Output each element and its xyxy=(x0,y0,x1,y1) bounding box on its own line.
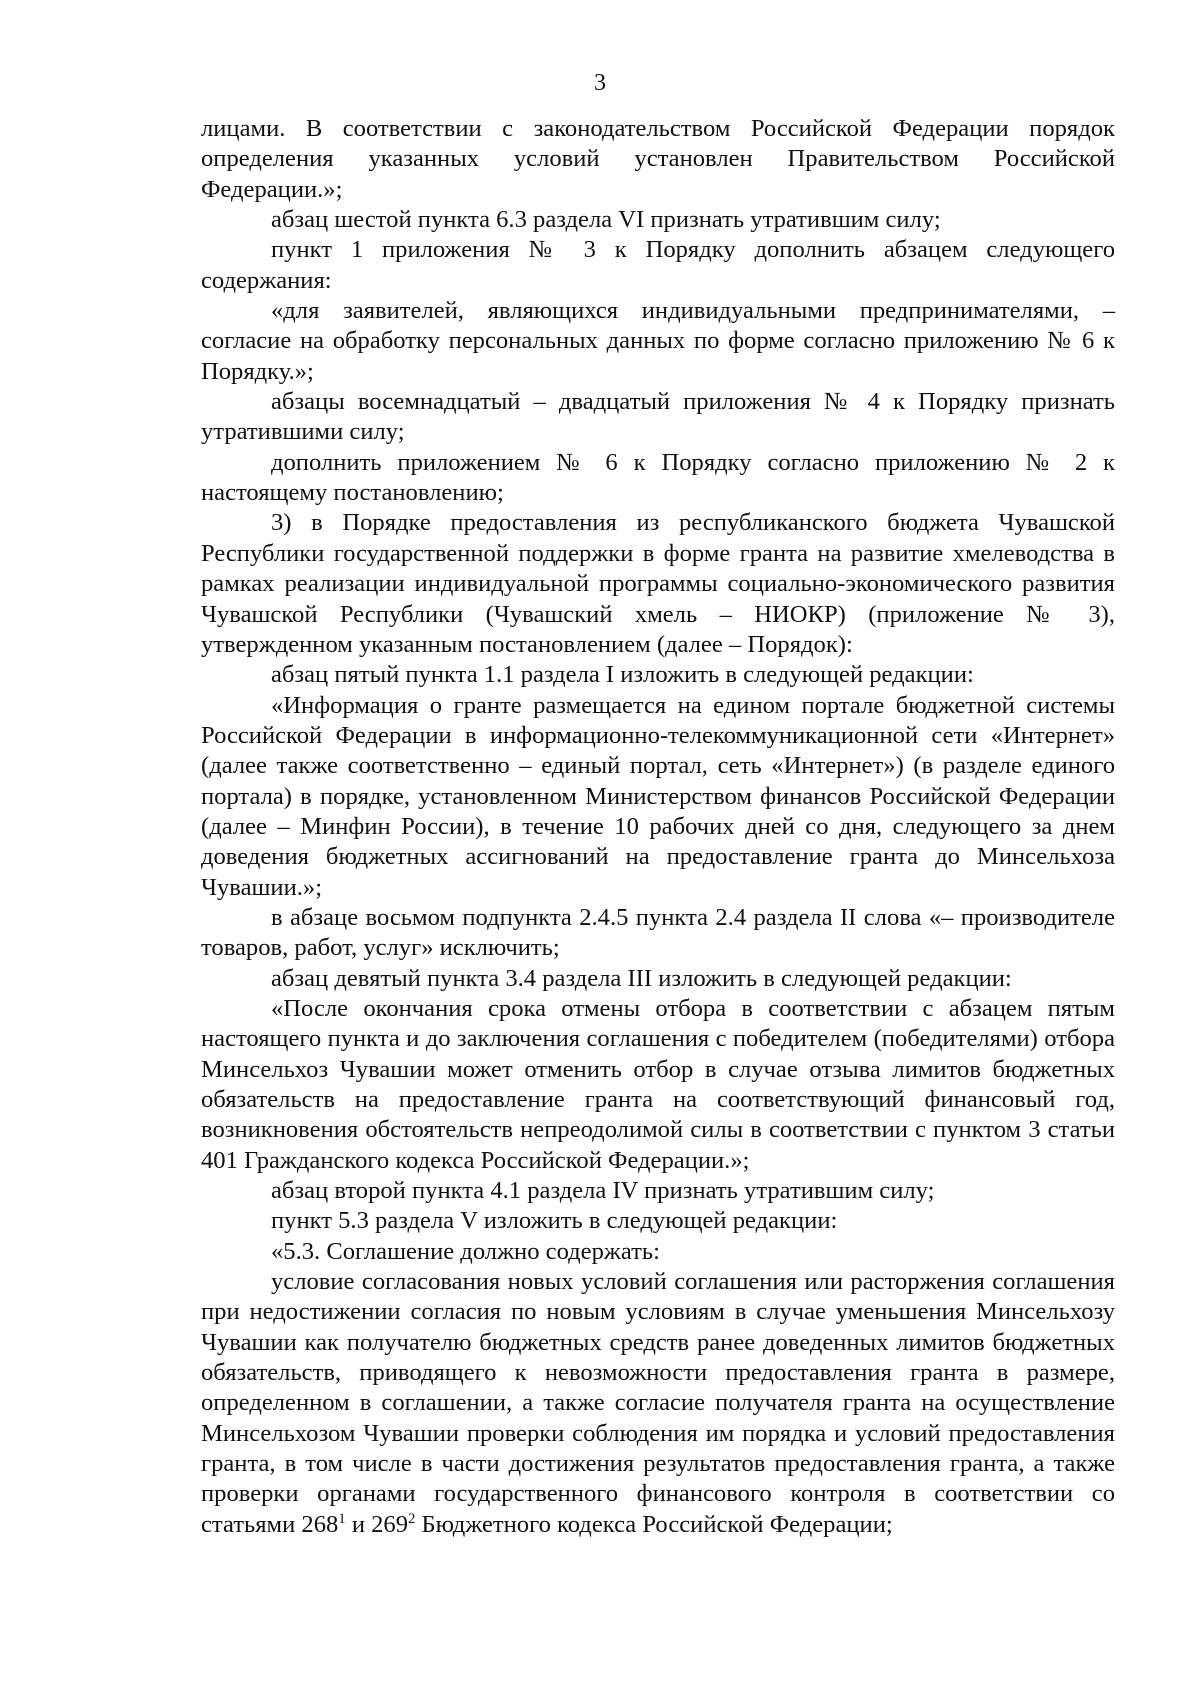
paragraph: «После окончания срока отмены отбора в соответствии с абзацем пятым настоящего пункта и до заключения соглашения с победителем (победителями) отбора Минсельхоз Чувашии может отменить отбор в случае отзыва лимитов бюджетных обязательств на предоставление гранта на соответствующий финансовый год, возникновения обстоятельств непреодолимой силы в соответствии с пунктом 3 статьи 401 Гражданского кодекса Российской Федерации.»; xyxy=(201,994,1115,1174)
paragraph: пункт 1 приложения № 3 к Порядку дополнить абзацем следующего содержания: xyxy=(201,236,1115,294)
paragraph: абзац пятый пункта 1.1 раздела I изложить в следующей редакции: xyxy=(271,661,974,689)
paragraph: «Информация о гранте размещается на едином портале бюджетной системы Российской Федерации в информационно-телекоммуникационной сети «Интернет» (далее также соответственно – единый портал, сеть «Интернет») (в разделе единого портала) в порядке, установленном Министерством финансов Российской Федерации (далее – Минфин России), в течение 10 рабочих дней со дня, следующего за днем доведения бюджетных ассигнований на предоставление гранта до Минсельхоза Чувашии.»; xyxy=(201,691,1115,901)
paragraph: абзац девятый пункта 3.4 раздела III изложить в следующей редакции: xyxy=(271,964,1012,992)
paragraph: лицами. В соответствии с законодательством Российской Федерации порядок определения указанных условий установлен Правительством Российской Федерации.»; xyxy=(201,115,1115,203)
paragraph-last xyxy=(201,1267,1115,1540)
paragraph: пункт 5.3 раздела V изложить в следующей редакции: xyxy=(271,1207,838,1235)
paragraph: дополнить приложением № 6 к Порядку согласно приложению № 2 к настоящему постановлению; xyxy=(201,448,1115,507)
superscript: 1 xyxy=(338,1510,346,1527)
superscript: 2 xyxy=(408,1510,416,1527)
text-segment: и 269 xyxy=(345,1510,409,1538)
paragraph: в абзаце восьмом подпункта 2.4.5 пункта 2.4 раздела II слова «– производителе товаров, работ, услуг» исключить; xyxy=(201,903,1115,962)
page-number: 3 xyxy=(594,70,606,96)
paragraph: 3) в Порядке предоставления из республиканского бюджета Чувашской Республики государственной поддержки в форме гранта на развитие хмелеводства в рамках реализации индивидуальной программы социально-экономического развития Чувашской Республики (Чувашский хмель – НИОКР) (приложение № 3), утвержденном указанным постановлением (далее – Порядок): xyxy=(201,509,1115,658)
paragraph: абзац шестой пункта 6.3 раздела VI признать утратившим силу; xyxy=(271,206,941,234)
document-body xyxy=(201,114,1115,1540)
text-segment: условие согласования новых условий соглашения или расторжения соглашения при недостижении согласия по новым условиям в случае уменьшения Минсельхозу Чувашии как получателю бюджетных средств ранее доведенных лимитов бюджетных обязательств, приводящего к невозможности предоставления гранта в размере, определенном в соглашении, а также согласие получателя гранта на осуществление Минсельхозом Чувашии проверки соблюдения им порядка и условий предоставления гранта, в том числе в части достижения результатов предоставления гранта, а также проверки органами государственного финансового контроля в соответствии со статьями 268 xyxy=(201,1268,1115,1538)
paragraph: абзац второй пункта 4.1 раздела IV признать утратившим силу; xyxy=(271,1177,935,1205)
paragraph: «для заявителей, являющихся индивидуальными предпринимателями, – согласие на обработку персональных данных по форме согласно приложению № 6 к Порядку.»; xyxy=(201,297,1115,385)
text-segment: Бюджетного кодекса Российской Федерации; xyxy=(415,1510,893,1538)
paragraph: «5.3. Соглашение должно содержать: xyxy=(271,1237,660,1265)
paragraph: абзацы восемнадцатый – двадцатый приложения № 4 к Порядку признать утратившими силу; xyxy=(201,388,1115,446)
